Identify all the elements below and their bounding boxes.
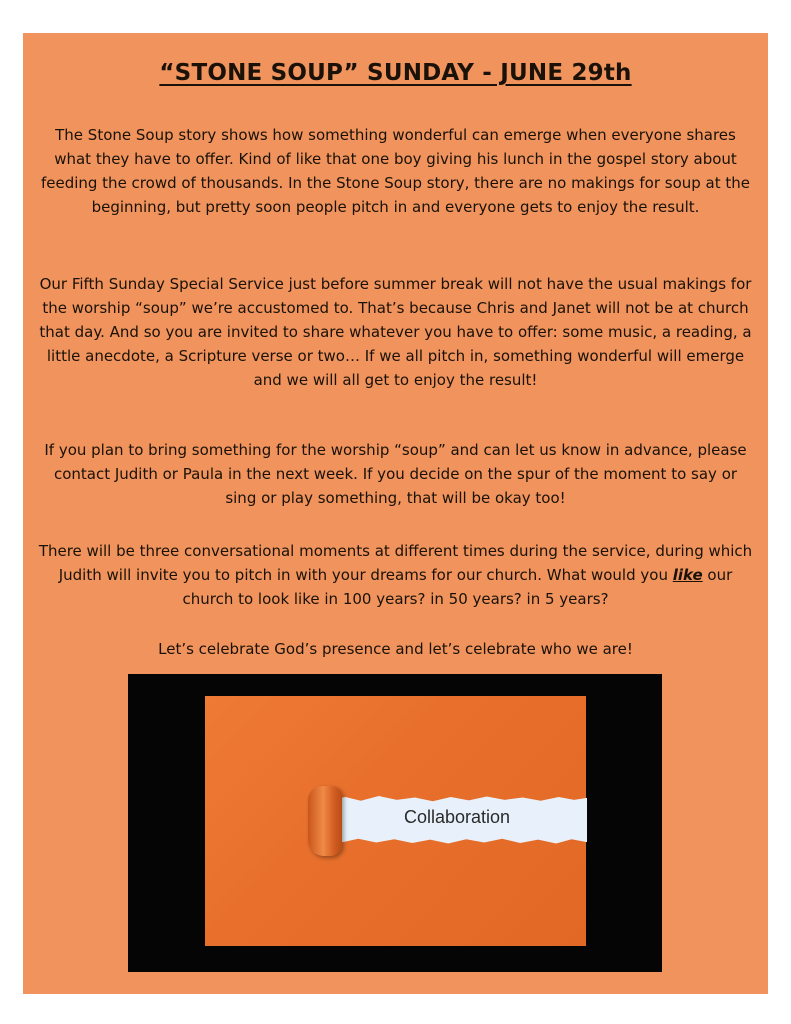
paragraph-service: Our Fifth Sunday Special Service just before summer break will not have the usual makings for the worship “soup” we’re accustomed to. That’s because Chris and Janet will not be at church that day. And so you are invited to share whatever you have to offer: some music, a reading, a little anecdote, a Scripture verse or two… If we all pitch in, something wonderful will emerge and we will all get to enjoy the result! xyxy=(39,275,752,389)
paragraph-contact: If you plan to bring something for the worship “soup” and can let us know in advance, please contact Judith or Paula in the next week. If you decide on the spur of the moment to say or sing or play something, that will be okay too! xyxy=(44,441,747,507)
paragraph-story: The Stone Soup story shows how something wonderful can emerge when everyone shares what they have to offer. Kind of like that one boy giving his lunch in the gospel story about feeding the crowd of thousands. In the Stone Soup story, there are no makings for soup at the beginning, but pretty soon people pitch in and everyone gets to enjoy the result. xyxy=(40,126,751,216)
image-caption: Collaboration xyxy=(403,807,511,827)
page-title: “STONE SOUP” SUNDAY - JUNE 29th xyxy=(159,60,632,86)
emphasis-like: like xyxy=(672,566,703,584)
paragraph-conversation-text-1: There will be three conversational moments at different times during the service, during which Judith will invite you to pitch in with your dreams for our church. What would you xyxy=(38,542,753,584)
paragraph-conversation-text-2: our church to look like in 100 years? in 50 years? in 5 years? xyxy=(182,566,733,608)
torn-paper xyxy=(205,696,586,946)
paragraph-conversation xyxy=(37,539,754,611)
paper-curl xyxy=(308,786,342,856)
paragraph-celebrate: Let’s celebrate God’s presence and let’s celebrate who we are! xyxy=(158,640,633,658)
flyer-page xyxy=(23,33,768,994)
collaboration-image xyxy=(128,674,662,972)
